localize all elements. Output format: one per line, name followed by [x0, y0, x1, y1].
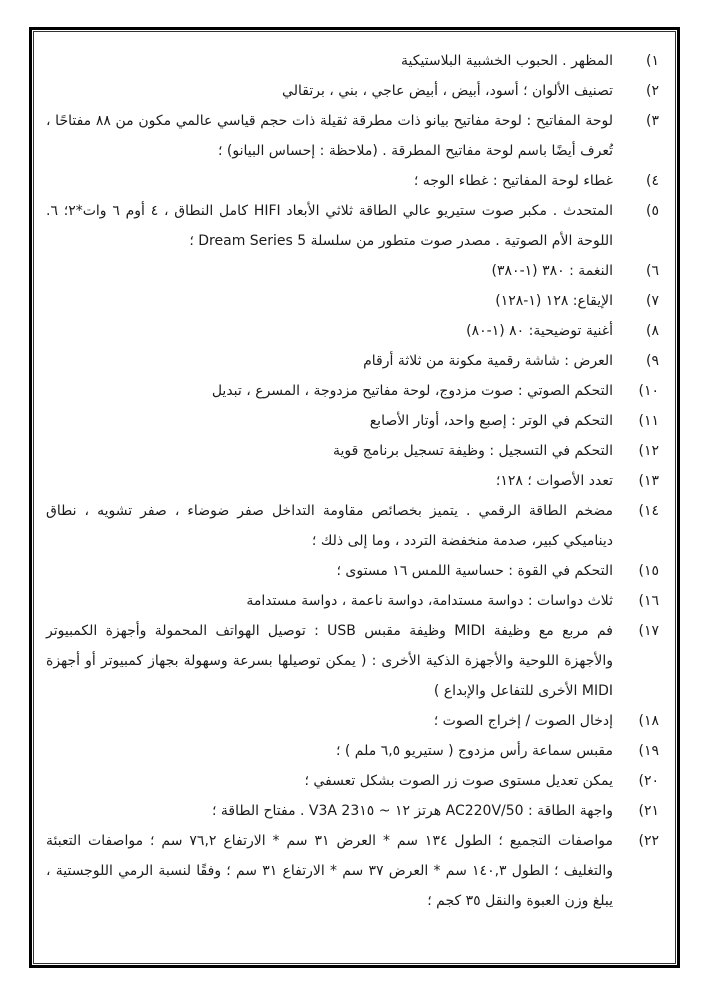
list-item	[46, 706, 659, 736]
list-item-text: مقبس سماعة رأس مزدوج ( ستيريو ٦,٥ ملم ) ؛	[335, 743, 613, 759]
list-item	[46, 616, 659, 706]
list-item-text: تصنيف الألوان ؛ أسود، أبيض ، أبيض عاجي ، بني ، برتقالي	[282, 83, 613, 99]
list-item	[46, 196, 659, 256]
list-item	[46, 106, 659, 166]
list-item	[46, 796, 659, 826]
list-item-number: ١٧)	[638, 623, 659, 639]
list-item	[46, 496, 659, 556]
list-item-number: ١٠)	[638, 383, 659, 399]
list-item-number: ١٦)	[638, 593, 659, 609]
list-item-text: ثلاث دواسات : دواسة مستدامة، دواسة ناعمة ، دواسة مستدامة	[246, 593, 613, 609]
spec-list	[46, 46, 659, 916]
list-item-number: ٤)	[646, 173, 659, 189]
list-item	[46, 556, 659, 586]
list-item	[46, 256, 659, 286]
list-item-text: التحكم في القوة : حساسية اللمس ١٦ مستوى ؛	[336, 563, 613, 579]
list-item-number: ٦)	[646, 263, 659, 279]
list-item-text: يمكن تعديل مستوى صوت زر الصوت بشكل تعسفي ؛	[304, 773, 613, 789]
list-item-number: ١٩)	[638, 743, 659, 759]
list-item-text: مواصفات التجميع ؛ الطول ١٣٤ سم * العرض ٣١ سم * الارتفاع ٧٦,٢ سم ؛ مواصفات التعبئة والتغليف ؛ الطول ١٤٠,٣ سم * العرض ٣٧ سم * الارتفاع ٣١ سم ؛ وفقًا لنسبة الرمي اللوجستية ، يبلغ وزن العبوة والنقل ٣٥ كجم ؛	[46, 833, 613, 909]
list-item-text: غطاء لوحة المفاتيح : غطاء الوجه ؛	[413, 173, 613, 189]
list-item-number: ٩)	[646, 353, 659, 369]
list-item-text: لوحة المفاتيح : لوحة مفاتيح بيانو ذات مطرقة ثقيلة ذات حجم قياسي عالمي مكون من ٨٨ مفتاحًا ، تُعرف أيضًا باسم لوحة مفاتيح المطرقة . (ملاحظة : إحساس البيانو) ؛	[46, 113, 613, 159]
list-item-text: واجهة الطاقة : AC220V/50 هرتز ١٢ ~ V3A 23١٥ . مفتاح الطاقة ؛	[212, 803, 613, 819]
list-item-text: تعدد الأصوات ؛ ١٢٨؛	[495, 473, 613, 489]
list-item	[46, 406, 659, 436]
list-item-number: ٢٠)	[638, 773, 659, 789]
list-item	[46, 466, 659, 496]
list-item-number: ٢)	[646, 83, 659, 99]
list-item-number: ١٣)	[638, 473, 659, 489]
list-item	[46, 76, 659, 106]
page-border-inner	[33, 31, 676, 964]
list-item-number: ١١)	[638, 413, 659, 429]
list-item-number: ١٨)	[638, 713, 659, 729]
list-item	[46, 376, 659, 406]
list-item	[46, 766, 659, 796]
list-item	[46, 826, 659, 916]
list-item	[46, 46, 659, 76]
list-item-text: العرض : شاشة رقمية مكونة من ثلاثة أرقام	[363, 353, 613, 369]
page-border	[29, 27, 680, 968]
list-item-number: ١٤)	[638, 503, 659, 519]
list-item-text: إدخال الصوت / إخراج الصوت ؛	[433, 713, 613, 729]
list-item-number: ٢١)	[638, 803, 659, 819]
list-item	[46, 346, 659, 376]
list-item-text: المظهر . الحبوب الخشبية البلاستيكية	[400, 53, 613, 69]
list-item	[46, 736, 659, 766]
list-item	[46, 316, 659, 346]
list-item-text: أغنية توضيحية: ٨٠ (١-٨٠)	[466, 323, 613, 339]
list-item-number: ٧)	[646, 293, 659, 309]
list-item-text: النغمة : ٣٨٠ (١-٣٨٠)	[491, 263, 613, 279]
list-item	[46, 436, 659, 466]
list-item-number: ١٢)	[638, 443, 659, 459]
list-item-number: ١٥)	[638, 563, 659, 579]
list-item-text: فم مربع مع وظيفة MIDI وظيفة مقبس USB : توصيل الهواتف المحمولة وأجهزة الكمبيوتر والأجهزة اللوحية والأجهزة الذكية الأخرى : ( يمكن توصيلها بسرعة وسهولة بجهاز كمبيوتر أو أجهزة MIDI الأخرى للتفاعل والإبداع )	[46, 623, 613, 699]
list-item-text: مضخم الطاقة الرقمي . يتميز بخصائص مقاومة التداخل صفر ضوضاء ، صفر تشويه ، نطاق ديناميكي كبير، صدمة منخفضة التردد ، وما إلى ذلك ؛	[46, 503, 613, 549]
list-item	[46, 586, 659, 616]
list-item	[46, 166, 659, 196]
list-item	[46, 286, 659, 316]
list-item-number: ٢٢)	[638, 833, 659, 849]
list-item-number: ٨)	[646, 323, 659, 339]
list-item-number: ٥)	[646, 203, 659, 219]
list-item-number: ٣)	[646, 113, 659, 129]
list-item-text: الإيقاع: ١٢٨ (١-١٢٨)	[495, 293, 613, 309]
list-item-text: التحكم في الوتر : إصبع واحد، أوتار الأصابع	[369, 413, 613, 429]
list-item-text: التحكم الصوتي : صوت مزدوج، لوحة مفاتيح مزدوجة ، المسرع ، تبديل	[211, 383, 613, 399]
list-item-number: ١)	[646, 53, 659, 69]
list-item-text: التحكم في التسجيل : وظيفة تسجيل برنامج قوية	[332, 443, 613, 459]
list-item-text: المتحدث . مكبر صوت ستيريو عالي الطاقة ثلاثي الأبعاد HIFI كامل النطاق ، ٤ أوم ٦ وات*٢؛ ٦. اللوحة الأم الصوتية . مصدر صوت متطور من سلسلة Dream Series 5 ؛	[46, 203, 614, 249]
